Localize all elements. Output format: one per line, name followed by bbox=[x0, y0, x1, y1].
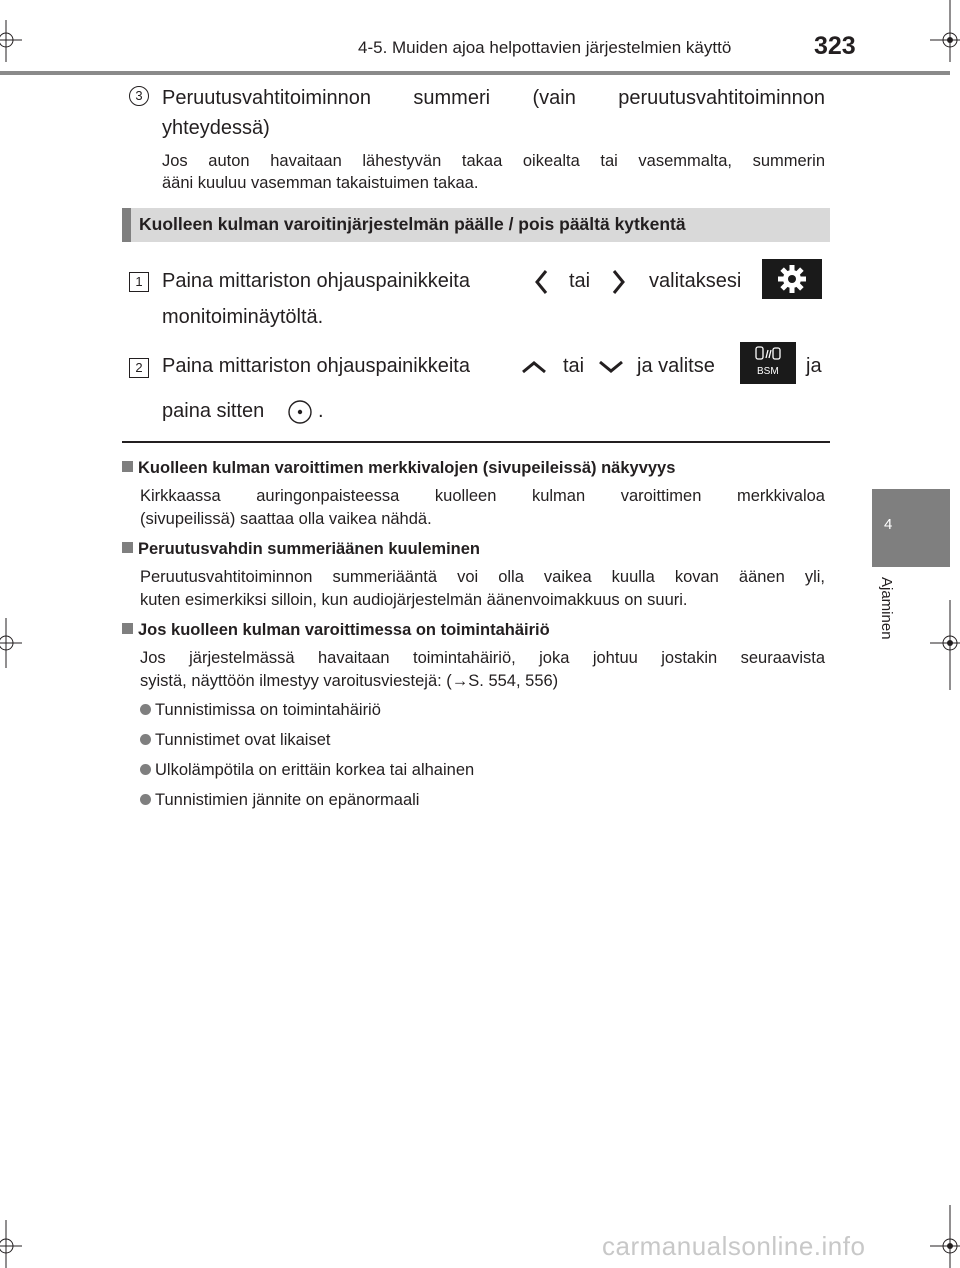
step-number-1: 1 bbox=[129, 272, 149, 292]
round-bullet-icon bbox=[140, 734, 151, 745]
square-bullet-icon bbox=[122, 461, 133, 472]
note-heading-3 bbox=[122, 619, 550, 641]
note-2-line1: Peruutusvahtitoiminnon summeriääntä voi olla vaikea kuulla kovan äänen yli, bbox=[140, 568, 825, 586]
step1-text-c: monitoiminäytöltä. bbox=[162, 306, 324, 328]
step1-text-or: tai bbox=[569, 270, 591, 292]
item-number-3: 3 bbox=[129, 86, 149, 106]
item3-desc-line1: Jos auton havaitaan lähestyvän takaa oikealta tai vasemmalta, summerin bbox=[162, 152, 825, 170]
bullet-text: Tunnistimissa on toimintahäiriö bbox=[155, 701, 381, 719]
step2-text-or: tai bbox=[563, 355, 585, 377]
bsm-icon bbox=[740, 342, 796, 384]
step2-text-a: Paina mittariston ohjauspainikkeita bbox=[162, 355, 470, 377]
item3-title-line1: Peruutusvahtitoiminnon summeri (vain peruutusvahtitoiminnon bbox=[162, 87, 825, 109]
section-heading: Kuolleen kulman varoitinjärjestelmän päälle / pois päältä kytkentä bbox=[139, 214, 686, 234]
square-bullet-icon bbox=[122, 542, 133, 553]
round-bullet-icon bbox=[140, 704, 151, 715]
section-heading-bar bbox=[122, 208, 830, 242]
round-bullet-icon bbox=[140, 764, 151, 775]
chevron-left-icon bbox=[532, 268, 550, 296]
chevron-right-icon bbox=[610, 268, 628, 296]
bullet-text: Tunnistimien jännite on epänormaali bbox=[155, 791, 420, 809]
step2-text-d: paina sitten bbox=[162, 400, 265, 422]
bullet-item bbox=[140, 759, 474, 781]
bullet-text: Ulkolämpötila on erittäin korkea tai alhainen bbox=[155, 761, 475, 779]
chevron-down-icon bbox=[597, 358, 625, 376]
header-rule bbox=[0, 71, 950, 75]
step2-text-e: . bbox=[318, 400, 324, 422]
step1-text-a: Paina mittariston ohjauspainikkeita bbox=[162, 270, 470, 292]
item3-desc-line2: ääni kuuluu vasemman takaistuimen takaa. bbox=[162, 174, 479, 192]
square-bullet-icon bbox=[122, 623, 133, 634]
settings-gear-icon bbox=[762, 259, 822, 299]
chevron-up-icon bbox=[520, 358, 548, 376]
step2-text-b: ja valitse bbox=[637, 355, 715, 377]
note-heading-1-text: Kuolleen kulman varoittimen merkkivalojen (sivupeileissä) näkyvyys bbox=[138, 459, 676, 477]
bullet-item bbox=[140, 729, 330, 751]
note-3-line2: syistä, näyttöön ilmestyy varoitusviestejä: (→S. 554, 556) bbox=[140, 672, 559, 690]
bullet-item bbox=[140, 789, 419, 811]
bsm-icon-label: BSM bbox=[757, 366, 779, 377]
item3-title-line2: yhteydessä) bbox=[162, 117, 270, 139]
chapter-tab-label-text: Ajaminen bbox=[878, 577, 895, 640]
bullet-item bbox=[140, 699, 381, 721]
bullet-text: Tunnistimet ovat likaiset bbox=[155, 731, 331, 749]
ok-button-icon bbox=[286, 398, 314, 426]
note-heading-3-text: Jos kuolleen kulman varoittimessa on toimintahäiriö bbox=[138, 621, 550, 639]
step2-text-c: ja bbox=[806, 355, 822, 377]
note-3-line1: Jos järjestelmässä havaitaan toimintahäiriö, joka johtuu jostakin seuraavista bbox=[140, 649, 825, 667]
note-heading-1 bbox=[122, 457, 675, 479]
note-1-line2: (sivupeilissä) saattaa olla vaikea nähdä. bbox=[140, 510, 432, 528]
chapter-tab-number: 4 bbox=[884, 516, 893, 533]
round-bullet-icon bbox=[140, 794, 151, 805]
watermark: carmanualsonline.info bbox=[602, 1231, 866, 1261]
page-number: 323 bbox=[814, 32, 856, 60]
note-heading-2-text: Peruutusvahdin summeriäänen kuuleminen bbox=[138, 540, 481, 558]
note-2-line2: kuten esimerkiksi silloin, kun audiojärjestelmän äänenvoimakkuus on suuri. bbox=[140, 591, 688, 609]
step1-text-b: valitaksesi bbox=[649, 270, 742, 292]
chapter-tab-label bbox=[873, 577, 899, 677]
chapter-title: 4-5. Muiden ajoa helpottavien järjestelmien käyttö bbox=[358, 38, 732, 57]
step-number-2: 2 bbox=[129, 358, 149, 378]
note-heading-2 bbox=[122, 538, 480, 560]
section-divider bbox=[122, 441, 830, 443]
note-1-line1: Kirkkaassa auringonpaisteessa kuolleen kulman varoittimen merkkivaloa bbox=[140, 487, 825, 505]
